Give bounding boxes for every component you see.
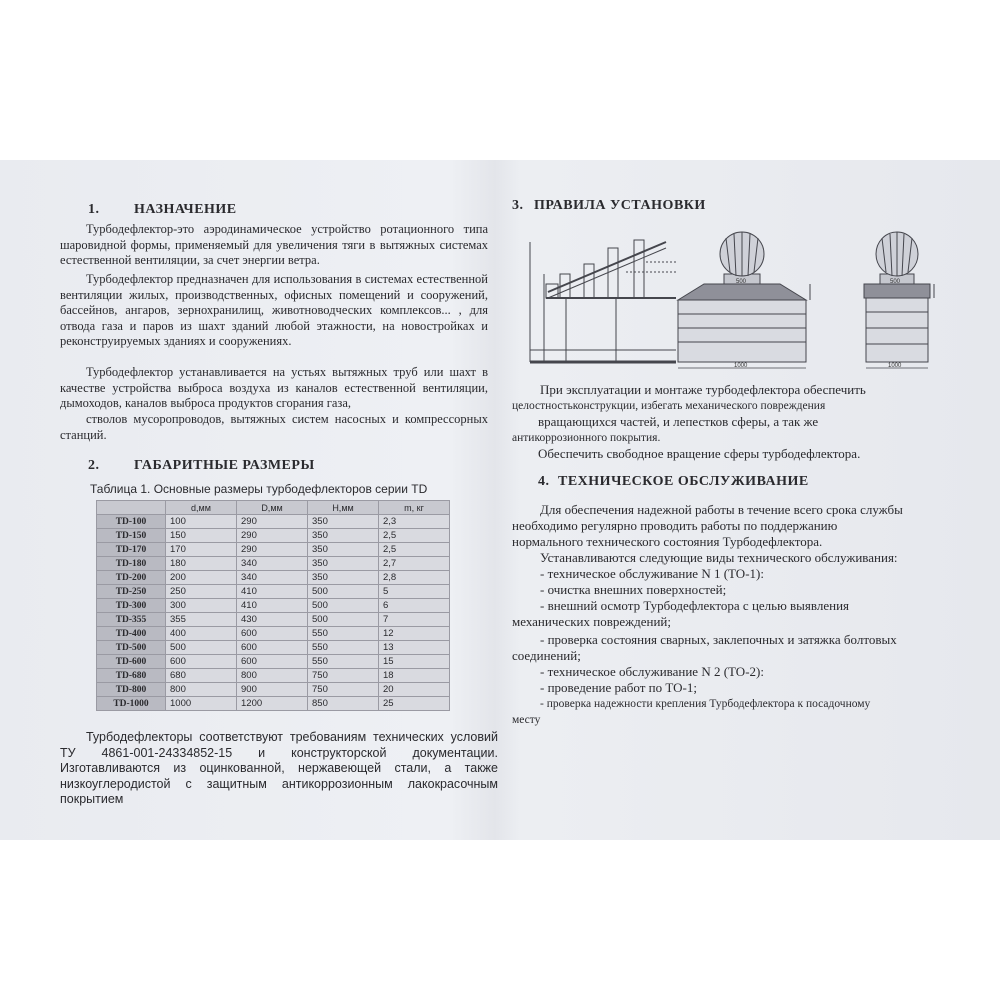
table-value-cell: 350 [308,529,379,543]
table-value-cell: 430 [237,613,308,627]
table-value-cell: 250 [166,585,237,599]
table-value-cell: 18 [379,669,450,683]
table-value-cell: 1000 [166,697,237,711]
table-row [97,683,450,697]
section-4-line: необходимо регулярно проводить работы по поддержанию [512,518,838,533]
table-row [97,529,450,543]
table-model-cell: TD-300 [97,599,166,613]
table-value-cell: 600 [237,655,308,669]
table-value-cell: 20 [379,683,450,697]
table-value-cell: 500 [308,613,379,627]
section-3-line: антикоррозионного покрытия. [512,432,661,444]
table-header-cell [97,501,166,515]
table-row [97,627,450,641]
table-value-cell: 2,3 [379,515,450,529]
section-3-line: целостностьконструкции, избегать механического повреждения [512,400,826,412]
table-value-cell: 500 [308,599,379,613]
table-value-cell: 290 [237,529,308,543]
table-row [97,613,450,627]
table-value-cell: 410 [237,585,308,599]
section-3-line: Обеспечить свободное вращение сферы турбодефлектора. [538,446,861,461]
wide-base-width-dimension: 1000 [734,363,748,369]
section-1-paragraph-4: стволов мусоропроводов, вытяжных систем насосных и компрессорных станций. [60,412,488,442]
wide-base-collar-dimension: 500 [736,279,747,285]
table-value-cell: 2,5 [379,529,450,543]
table-value-cell: 350 [308,557,379,571]
table-value-cell: 290 [237,543,308,557]
section-4-line: - проверка состояния сварных, заклепочных и затяжка болтовых [540,632,897,647]
table-value-cell: 800 [166,683,237,697]
table-model-cell: TD-400 [97,627,166,641]
table-value-cell: 500 [308,585,379,599]
table-model-cell: TD-250 [97,585,166,599]
section-4-line: механических повреждений; [512,614,671,629]
table-value-cell: 350 [308,515,379,529]
section-3-title: ПРАВИЛА УСТАНОВКИ [534,198,706,213]
section-1-paragraph-3: Турбодефлектор устанавливается на устьях вытяжных труб или шахт в качестве устройства выброса воздуха из каналов естественной вентиляции, дымоходов, каналов выброса продуктов сгорания газа, [60,365,488,410]
table-value-cell: 2,5 [379,543,450,557]
table-value-cell: 680 [166,669,237,683]
section-1-number: 1. [88,202,100,217]
table-value-cell: 180 [166,557,237,571]
section-3-line: При эксплуатации и монтаже турбодефлектора обеспечить [540,382,866,397]
table-value-cell: 550 [308,627,379,641]
table-caption: Таблица 1. Основные размеры турбодефлекторов серии TD [90,482,428,496]
table-value-cell: 100 [166,515,237,529]
section-1-paragraph-1: Турбодефлектор-это аэродинамическое устройство ротационного типа шаровидной формы, применяемый для увеличения тяги в вытяжных системах естественной вентиляции, за счет энергии ветра. [60,222,488,267]
table-value-cell: 150 [166,529,237,543]
instruction-sheet [0,160,1000,840]
table-row [97,543,450,557]
table-value-cell: 340 [237,571,308,585]
section-4-line: соединений; [512,648,581,663]
section-2-number: 2. [88,458,100,473]
table-value-cell: 600 [166,655,237,669]
table-value-cell: 7 [379,613,450,627]
table-model-cell: TD-800 [97,683,166,697]
table-row [97,599,450,613]
table-row [97,585,450,599]
table-value-cell: 500 [166,641,237,655]
table-header-cell: D,мм [237,501,308,515]
table-value-cell: 25 [379,697,450,711]
section-4-line: Устанавливаются следующие виды технического обслуживания: [540,550,898,565]
section-2-title: ГАБАРИТНЫЕ РАЗМЕРЫ [134,458,315,473]
table-value-cell: 750 [308,683,379,697]
table-value-cell: 290 [237,515,308,529]
table-value-cell: 2,7 [379,557,450,571]
table-model-cell: TD-170 [97,543,166,557]
table-header-cell: m, кг [379,501,450,515]
section-4-line: - техническое обслуживание N 1 (ТО-1): [540,566,764,581]
table-value-cell: 850 [308,697,379,711]
section-1-paragraph-2: Турбодефлектор предназначен для использования в системах естественной вентиляции жилых, производственных, офисных помещений и сооружений, бассейнов, ангаров, зернохранилищ, животноводческих комплексов... , для отвода газа и паров из шахт зданий любой этажности, на новостройках и реконструируемых зданиях и сооружениях. [60,272,488,348]
table-value-cell: 410 [237,599,308,613]
table-value-cell: 6 [379,599,450,613]
narrow-base-width-dimension: 1000 [888,363,902,369]
table-value-cell: 600 [237,627,308,641]
section-4-line: - внешний осмотр Турбодефлектора с целью выявления [540,598,850,613]
table-value-cell: 340 [237,557,308,571]
table-model-cell: TD-600 [97,655,166,669]
table-value-cell: 800 [237,669,308,683]
table-value-cell: 170 [166,543,237,557]
table-row [97,515,450,529]
installation-drawing [526,222,946,370]
table-model-cell: TD-355 [97,613,166,627]
turbine-on-wide-base-drawing [678,232,810,368]
table-value-cell: 200 [166,571,237,585]
table-model-cell: TD-100 [97,515,166,529]
roof-section-drawing [530,240,676,362]
table-value-cell: 750 [308,669,379,683]
table-model-cell: TD-200 [97,571,166,585]
section-3-line: вращающихся частей, и лепестков сферы, а так же [538,414,819,429]
table-row [97,571,450,585]
table-value-cell: 2,8 [379,571,450,585]
section-4-line: - проверка надежности крепления Турбодефлектора к посадочному [540,698,871,710]
table-value-cell: 600 [237,641,308,655]
table-header-cell: d,мм [166,501,237,515]
table-value-cell: 12 [379,627,450,641]
section-4-line: Для обеспечения надежной работы в течение всего срока службы [540,502,903,517]
section-4-line: месту [512,714,541,726]
table-value-cell: 350 [308,543,379,557]
table-value-cell: 5 [379,585,450,599]
table-header-row [97,501,450,515]
table-value-cell: 400 [166,627,237,641]
table-row [97,655,450,669]
table-model-cell: TD-680 [97,669,166,683]
section-1-heading [88,202,237,218]
table-header-cell: H,мм [308,501,379,515]
table-value-cell: 550 [308,655,379,669]
table-value-cell: 15 [379,655,450,669]
table-value-cell: 900 [237,683,308,697]
table-value-cell: 550 [308,641,379,655]
table-row [97,641,450,655]
dimensions-table [96,500,450,711]
table-value-cell: 355 [166,613,237,627]
table-value-cell: 300 [166,599,237,613]
table-model-cell: TD-150 [97,529,166,543]
section-4-line: - техническое обслуживание N 2 (ТО-2): [540,664,764,679]
section-1-title: НАЗНАЧЕНИЕ [134,202,237,217]
section-4-line: нормального технического состояния Турбодефлектора. [512,534,823,549]
section-4-line: - проведение работ по ТО-1; [540,680,697,695]
table-model-cell: TD-1000 [97,697,166,711]
section-4-number: 4. [538,474,550,489]
section-3-heading [512,198,706,214]
section-4-line: - очистка внешних поверхностей; [540,582,727,597]
narrow-base-collar-dimension: 500 [890,279,901,285]
section-2-paragraph: Турбодефлекторы соответствуют требованиям технических условий ТУ 4861-001-24334852-15 и конструкторской документации. Изготавливаются из оцинкованной, нержавеющей стали, а также низкоуглеродистой с защитным антикоррозионным лакокрасочным покрытием [60,730,498,806]
turbine-on-narrow-base-drawing [864,232,934,368]
table-value-cell: 350 [308,571,379,585]
table-model-cell: TD-500 [97,641,166,655]
table-row [97,669,450,683]
section-3-number: 3. [512,198,524,213]
table-model-cell: TD-180 [97,557,166,571]
section-2-heading [88,458,315,474]
section-4-title: ТЕХНИЧЕСКОЕ ОБСЛУЖИВАНИЕ [558,474,809,489]
table-value-cell: 13 [379,641,450,655]
section-4-heading [538,474,809,490]
table-row [97,697,450,711]
table-row [97,557,450,571]
table-value-cell: 1200 [237,697,308,711]
